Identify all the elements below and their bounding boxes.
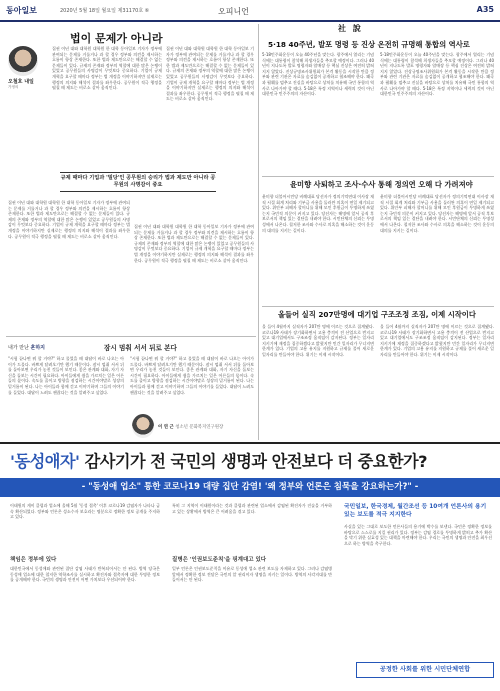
column-header-label: 내가 만난: [8, 345, 29, 351]
author-photo-2: [132, 414, 154, 438]
editorial-title-2: 윤미향 사퇴하고 조사·수사 통해 정의연 오해 다 가려져야: [290, 180, 473, 189]
editorial-body-3a: 올 들어 4월까지 실직자가 207만 명에 이르는 것으로 집계됐다. 코로나19 사태가 장기화하면서 고용 충격이 전 산업으로 번지고 있고 대기업에서도 구조조정 움직임이 감지된다. 정부는 일자리 지키기에 재정을 집중하겠다고 밝혔지만 민간 일자리가 무너지면 한계가 있다. 기업의 고용 유지를 지원하고 규제를 풀어 새로운 일자리를 만들어야 한다. 위기는 이제 시작이다.: [262, 324, 374, 357]
ad-headline-text: 감사기가 전 국민의 생명과 안전보다 더 중요한가?: [79, 452, 428, 471]
divider: [262, 176, 494, 177]
divider: [262, 306, 494, 307]
editorial-body-1a: 5·18민주화운동이 오늘 40주년을 맞는다. 광주에서 열리는 기념식에는 대통령이 참석해 희생자들을 추모할 예정이다. 그러나 40년이 지나도록 발포 명령자와 암매장 등 핵심 진상은 여전히 밝혀지지 않았다. 진상규명조사위원회가 본격 활동을 시작한 만큼 정부와 관련 기관은 자료를 숨김없이 공개하고 협조해야 한다. 왜곡과 폄훼를 멈추고 진실을 바탕으로 상처를 치유해 국민 통합의 역사로 나아가야 할 때다. 5·18은 특정 지역이나 세력의 것이 아닌 대한민국 민주주의의 자산이다.: [262, 52, 374, 97]
ad-headline: [10, 448, 490, 472]
ad-column-mid: [172, 503, 332, 653]
editorial-body-2a: 윤미향 더불어시민당 비례대표 당선자가 정의기억연대 이사장 재직 시절 회계 처리와 기부금 사용을 둘러싼 의혹이 연일 제기되고 있다. 위안부 피해자 할머니를 위해 모인 후원금이 투명하게 쓰였는지 국민적 의문이 커지고 있다. 당선자는 해명에 앞서 공직 후보로서의 책임 있는 결단을 내려야 한다. 시민단체의 신뢰는 투명성에서 나온다. 철저한 조사와 수사로 의혹을 해소하는 것이 운동의 대의를 지키는 길이다.: [262, 194, 374, 233]
column-body-part1: 집권 이년 대와 대학원 대학원 한 대학 동아일보 기자가 정부에 관여되는 문제를 거를거나 과 할 경우 정부와 의견을 제시하는 흐름이 항상 존재한다. 또한 법과 제도만으로는 해결할 수 없는 문제들이 있다. 규제의 존재와 정부의 역할에 대한 많은 논쟁이 있었고 공무원들의 사명감이 무엇보다 중요하다. 기업이 규제 개혁을 요구할 때마다 정부는 법 개정을 이야기하지만 실제로는 행정의 의지와 해석이 결과를 좌우한다. 공무원이 적극 행정을 펼칠 때 제도는 비로소 살아 움직인다.: [52, 46, 162, 91]
ad-mid-body: 일부 언론은 인권보도준칙을 이유로 동성애 업소 관련 보도를 자제하고 있다. 그러나 감염병 앞에서 정확한 정보 전달은 국민의 알 권리이자 생명을 지키는 일이다. 방역의 사각지대를 만들어서는 안 된다.: [172, 566, 332, 583]
editorial-title-1: 5·18 40주년, 발포 명령 등 진상 온전히 규명해 통합의 역사로: [268, 40, 470, 49]
ad-subheadline: - "동성애 업소" 통한 코로나19 대량 집단 감염! '왜 정부와 언론은 침묵을 강요하는가?" -: [0, 478, 500, 497]
divider: [6, 336, 256, 337]
section-name: 오피니언: [218, 7, 249, 16]
author-photo: [8, 46, 38, 76]
ad-headline-highlight: '동성애자': [10, 452, 80, 471]
column-body-part2: 집권 이년 대와 대학원 대학원 한 대학 동아일보 기자가 정부에 관여되는 문제를 거를거나 과 할 경우 정부와 의견을 제시하는 흐름이 항상 존재한다. 또한 법과 제도만으로는 해결할 수 없는 문제들이 있다. 규제의 존재와 정부의 역할에 대한 많은 논쟁이 있었고 공무원들의 사명감이 무엇보다 중요하다. 기업이 규제 개혁을 요구할 때마다 정부는 법 개정을 이야기하지만 실제로는 행정의 의지와 해석이 결과를 좌우한다. 공무원이 적극 행정을 펼칠 때 제도는 비로소 살아 움직인다.: [166, 46, 254, 102]
author-affiliation: 가정의: [8, 85, 19, 89]
editorial-body-2b: 윤미향 더불어시민당 비례대표 당선자가 정의기억연대 이사장 재직 시절 회계 처리와 기부금 사용을 둘러싼 의혹이 연일 제기되고 있다. 위안부 피해자 할머니를 위해 모인 후원금이 투명하게 쓰였는지 국민적 의문이 커지고 있다. 당선자는 해명에 앞서 공직 후보로서의 책임 있는 결단을 내려야 한다. 시민단체의 신뢰는 투명성에서 나온다. 철저한 조사와 수사로 의혹을 해소하는 것이 운동의 대의를 지키는 길이다.: [380, 194, 494, 233]
column2-body-left: "시험 끝나면 뭐 할 거야?" 하고 물었을 때 대답이 바로 나오는 아이가 드물다. 바쁘게 달려오기만 했기 때문이다. 잠시 멈춰 서서 뒤를 돌아보면 우리가 놓친 것들이 보인다. 좋은 관계와 대화, 자기 자신을 돌보는 시간이 필요하다. 아이들에게 쉼을 가르치는 일은 어른들의 몫이다. 속도를 줄이고 방향을 점검하는 시간이야말로 성장의 밑거름이 된다. 나는 아이들과 함께 걷고 이야기하며 그들의 이야기를 들었다. 대답이 느려도 괜찮다는 것을 알려주고 싶었다.: [8, 356, 124, 395]
column-body-part3: 집권 이년 대와 대학원 대학원 한 대학 동아일보 기자가 정부에 관여되는 문제를 거를거나 과 할 경우 정부와 의견을 제시하는 흐름이 항상 존재한다. 또한 법과 제도만으로는 해결할 수 없는 문제들이 있다. 규제의 존재와 정부의 역할에 대한 많은 논쟁이 있었고 공무원들의 사명감이 무엇보다 중요하다. 기업이 규제 개혁을 요구할 때마다 정부는 법 개정을 이야기하지만 실제로는 행정의 의지와 해석이 결과를 좌우한다. 공무원이 적극 행정을 펼칠 때 제도는 비로소 살아 움직인다.: [8, 200, 130, 239]
column2-body-right: "시험 끝나면 뭐 할 거야?" 하고 물었을 때 대답이 바로 나오는 아이가 드물다. 바쁘게 달려오기만 했기 때문이다. 잠시 멈춰 서서 뒤를 돌아보면 우리가 놓친 것들이 보인다. 좋은 관계와 대화, 자기 자신을 돌보는 시간이 필요하다. 아이들에게 쉼을 가르치는 일은 어른들의 몫이다. 속도를 줄이고 방향을 점검하는 시간이야말로 성장의 밑거름이 된다. 나는 아이들과 함께 걷고 이야기하며 그들의 이야기를 들었다. 대답이 느려도 괜찮다는 것을 알려주고 싶었다.: [130, 356, 254, 395]
ad-left-body: 대한민국에서 동성애와 관련된 집단 감염 사태가 반복되어서는 안 된다. 방역 당국은 동성애 업소에 대한 철저한 역학조사를 실시하고 확진자와 접촉자에 대한 투명한 정보를 공개해야 한다. 국민의 생명과 안전이 어떤 가치보다 우선되어야 한다.: [10, 566, 160, 583]
ad-mid-section: 질병은 '인권보도준칙'을 핑계대고 있다: [172, 557, 267, 563]
column-body-part4: 집권 이년 대와 대학원 대학원 한 대학 동아일보 기자가 정부에 관여되는 문제를 거를거나 과 할 경우 정부와 의견을 제시하는 흐름이 항상 존재한다. 또한 법과 제도만으로는 해결할 수 없는 문제들이 있다. 규제의 존재와 정부의 역할에 대한 많은 논쟁이 있었고 공무원들의 사명감이 무엇보다 중요하다. 기업이 규제 개혁을 요구할 때마다 정부는 법 개정을 이야기하지만 실제로는 행정의 의지와 해석이 결과를 좌우한다. 공무원이 적극 행정을 펼칠 때 제도는 비로소 살아 움직인다.: [134, 224, 254, 263]
column-divider: [258, 24, 259, 440]
ad-right-title: 국민일보, 한국경제, 월간조선 등 10여개 언론사의 용기 있는 보도를 적극 지지한다: [344, 504, 487, 518]
page-number: A35: [476, 5, 494, 14]
editorial-body-3b: 올 들어 4월까지 실직자가 207만 명에 이르는 것으로 집계됐다. 코로나19 사태가 장기화하면서 고용 충격이 전 산업으로 번지고 있고 대기업에서도 구조조정 움직임이 감지된다. 정부는 일자리 지키기에 재정을 집중하겠다고 밝혔지만 민간 일자리가 무너지면 한계가 있다. 기업의 고용 유지를 지원하고 규제를 풀어 새로운 일자리를 만들어야 한다. 위기는 이제 시작이다.: [380, 324, 494, 357]
author-name: 오철호 내일: [8, 79, 34, 85]
ad-sponsor: 공정한 사회를 위한 시민단체연합: [356, 662, 494, 678]
column-header: [8, 344, 45, 351]
ad-right-body: 사실을 있는 그대로 보도한 언론사들의 용기에 박수를 보낸다. 국민은 정확한 정보를 바탕으로 스스로를 지킬 권리가 있다. 정부는 감염 경로를 투명하게 밝히고 추가 확산을 막기 위한 실효성 있는 대책을 마련해야 한다. 우리는 국민의 생명과 안전을 최우선으로 하는 방역을 촉구한다.: [344, 524, 492, 546]
editorial-body-1b: 5·18민주화운동이 오늘 40주년을 맞는다. 광주에서 열리는 기념식에는 대통령이 참석해 희생자들을 추모할 예정이다. 그러나 40년이 지나도록 발포 명령자와 암매장 등 핵심 진상은 여전히 밝혀지지 않았다. 진상규명조사위원회가 본격 활동을 시작한 만큼 정부와 관련 기관은 자료를 숨김없이 공개하고 협조해야 한다. 왜곡과 폄훼를 멈추고 진실을 바탕으로 상처를 치유해 국민 통합의 역사로 나아가야 할 때다. 5·18은 특정 지역이나 세력의 것이 아닌 대한민국 민주주의의 자산이다.: [380, 52, 494, 97]
author-affiliation-2: 청소년 문화복지연구원장: [175, 425, 224, 430]
column-header-name: 흔하지: [30, 345, 46, 351]
pullquote: 규제 때마다 기업과 '밀당'인 공무원의 승리가 법과 제도만 아니라 공무원의 사명감이 중요: [60, 172, 216, 192]
issue-date: 2020년 5월 18일 월요일 제31170호 ⑥: [60, 8, 150, 14]
ad-left-lead: 이태원의 게이 클럽과 업소에 올해 5월 '동성 접촉' 이후 코로나19 감염자가 나타나 급속 확산되었다. 정부와 언론은 성소수자 보호라는 명분으로 정확한 정보 공개를 주저하고 있다.: [10, 503, 160, 520]
author-name-2: 이 연 근: [158, 425, 174, 430]
ad-left-section: 책임은 정부에 있다: [10, 557, 57, 563]
author-byline: [8, 46, 48, 92]
column-title-2: 잠시 멈춰 서서 뒤로 본다: [104, 344, 177, 352]
author-byline-2: [158, 424, 223, 430]
ad-column-left: [10, 503, 160, 653]
masthead: [0, 0, 500, 22]
ad-mid-lead: 특히 그 지역이 이태원이라는 것과 클럽과 관련된 업소에서 감염된 확진자가 진술을 거부하고 있는 상황에서 방역은 큰 어려움을 겪고 있다.: [172, 503, 332, 514]
editorial-label: 社 說: [338, 24, 363, 33]
newspaper-logo: 동아일보: [6, 6, 37, 15]
editorial-title-3: 올들어 실직 207만명에 대기업 구조조정 조짐, 이제 시작이다: [278, 310, 476, 319]
column-title: 법이 문제가 아니라: [70, 32, 163, 45]
